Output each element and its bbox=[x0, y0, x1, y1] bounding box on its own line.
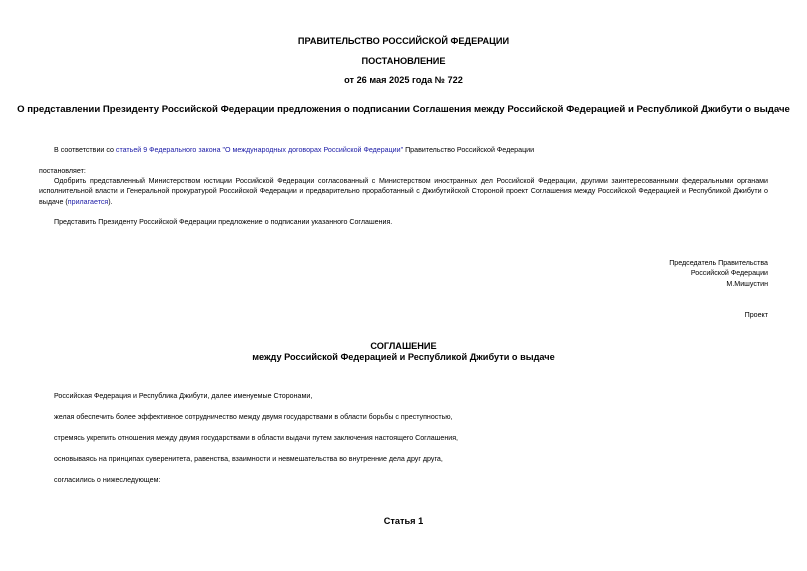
draft-label: Проект bbox=[744, 311, 768, 319]
intro-text-after: Правительство Российской Федерации bbox=[403, 146, 535, 154]
resolves-label: постановляет: bbox=[39, 167, 86, 175]
signature-name: М.Мишустин bbox=[726, 280, 768, 288]
preamble-line: Российская Федерация и Республика Джибути, далее именуемые Сторонами, bbox=[54, 392, 313, 400]
preamble-line: основываясь на принципах суверенитета, равенства, взаимности и невмешательства во внутренние дела друг друга, bbox=[54, 455, 443, 463]
preamble-line: желая обеспечить более эффективное сотрудничество между двумя государствами в области борьбы с преступностью, bbox=[54, 413, 453, 421]
document-title: О представлении Президенту Российской Федерации предложения о подписании Соглашения между Российской Федерацией и Республикой Джибути о выдаче bbox=[17, 104, 790, 115]
article-heading: Статья 1 bbox=[383, 516, 424, 526]
approve-paragraph bbox=[39, 176, 768, 207]
government-heading: ПРАВИТЕЛЬСТВО РОССИЙСКОЙ ФЕДЕРАЦИИ bbox=[297, 36, 510, 46]
intro-text-before: В соответствии со bbox=[54, 146, 116, 154]
signature-organization: Российской Федерации bbox=[690, 269, 768, 277]
preamble-line: согласились о нижеследующем: bbox=[54, 476, 161, 484]
signature-position: Председатель Правительства bbox=[669, 259, 768, 267]
attached-link[interactable]: прилагается bbox=[67, 197, 109, 206]
document-type-heading: ПОСТАНОВЛЕНИЕ bbox=[361, 56, 446, 66]
preamble-line: стремясь укрепить отношения между двумя государствами в области выдачи путем заключения настоящего Соглашения, bbox=[54, 434, 459, 442]
date-number-heading: от 26 мая 2025 года № 722 bbox=[344, 75, 463, 85]
intro-paragraph bbox=[54, 145, 534, 156]
agreement-title: СОГЛАШЕНИЕ bbox=[370, 341, 437, 351]
agreement-subtitle: между Российской Федерацией и Республикой Джибути о выдаче bbox=[252, 352, 555, 362]
present-paragraph: Представить Президенту Российской Федерации предложение о подписании указанного Соглашения. bbox=[54, 218, 393, 226]
federal-law-link[interactable]: статьей 9 Федерального закона "О международных договорах Российской Федерации" bbox=[115, 146, 404, 154]
approve-text-before: Одобрить представленный Министерством юстиции Российской Федерации согласованный с Министерством иностранных дел Российской Федерации, другими заинтересованными федеральными органами исполнительной власти и Генеральной прокуратурой Российской Федерации и предварительно проработанный с Джибутийской Стороной проект Соглашения между Российской Федерацией и Республикой Джибути о выдаче ( bbox=[39, 177, 768, 206]
approve-text-after: ). bbox=[108, 197, 113, 206]
